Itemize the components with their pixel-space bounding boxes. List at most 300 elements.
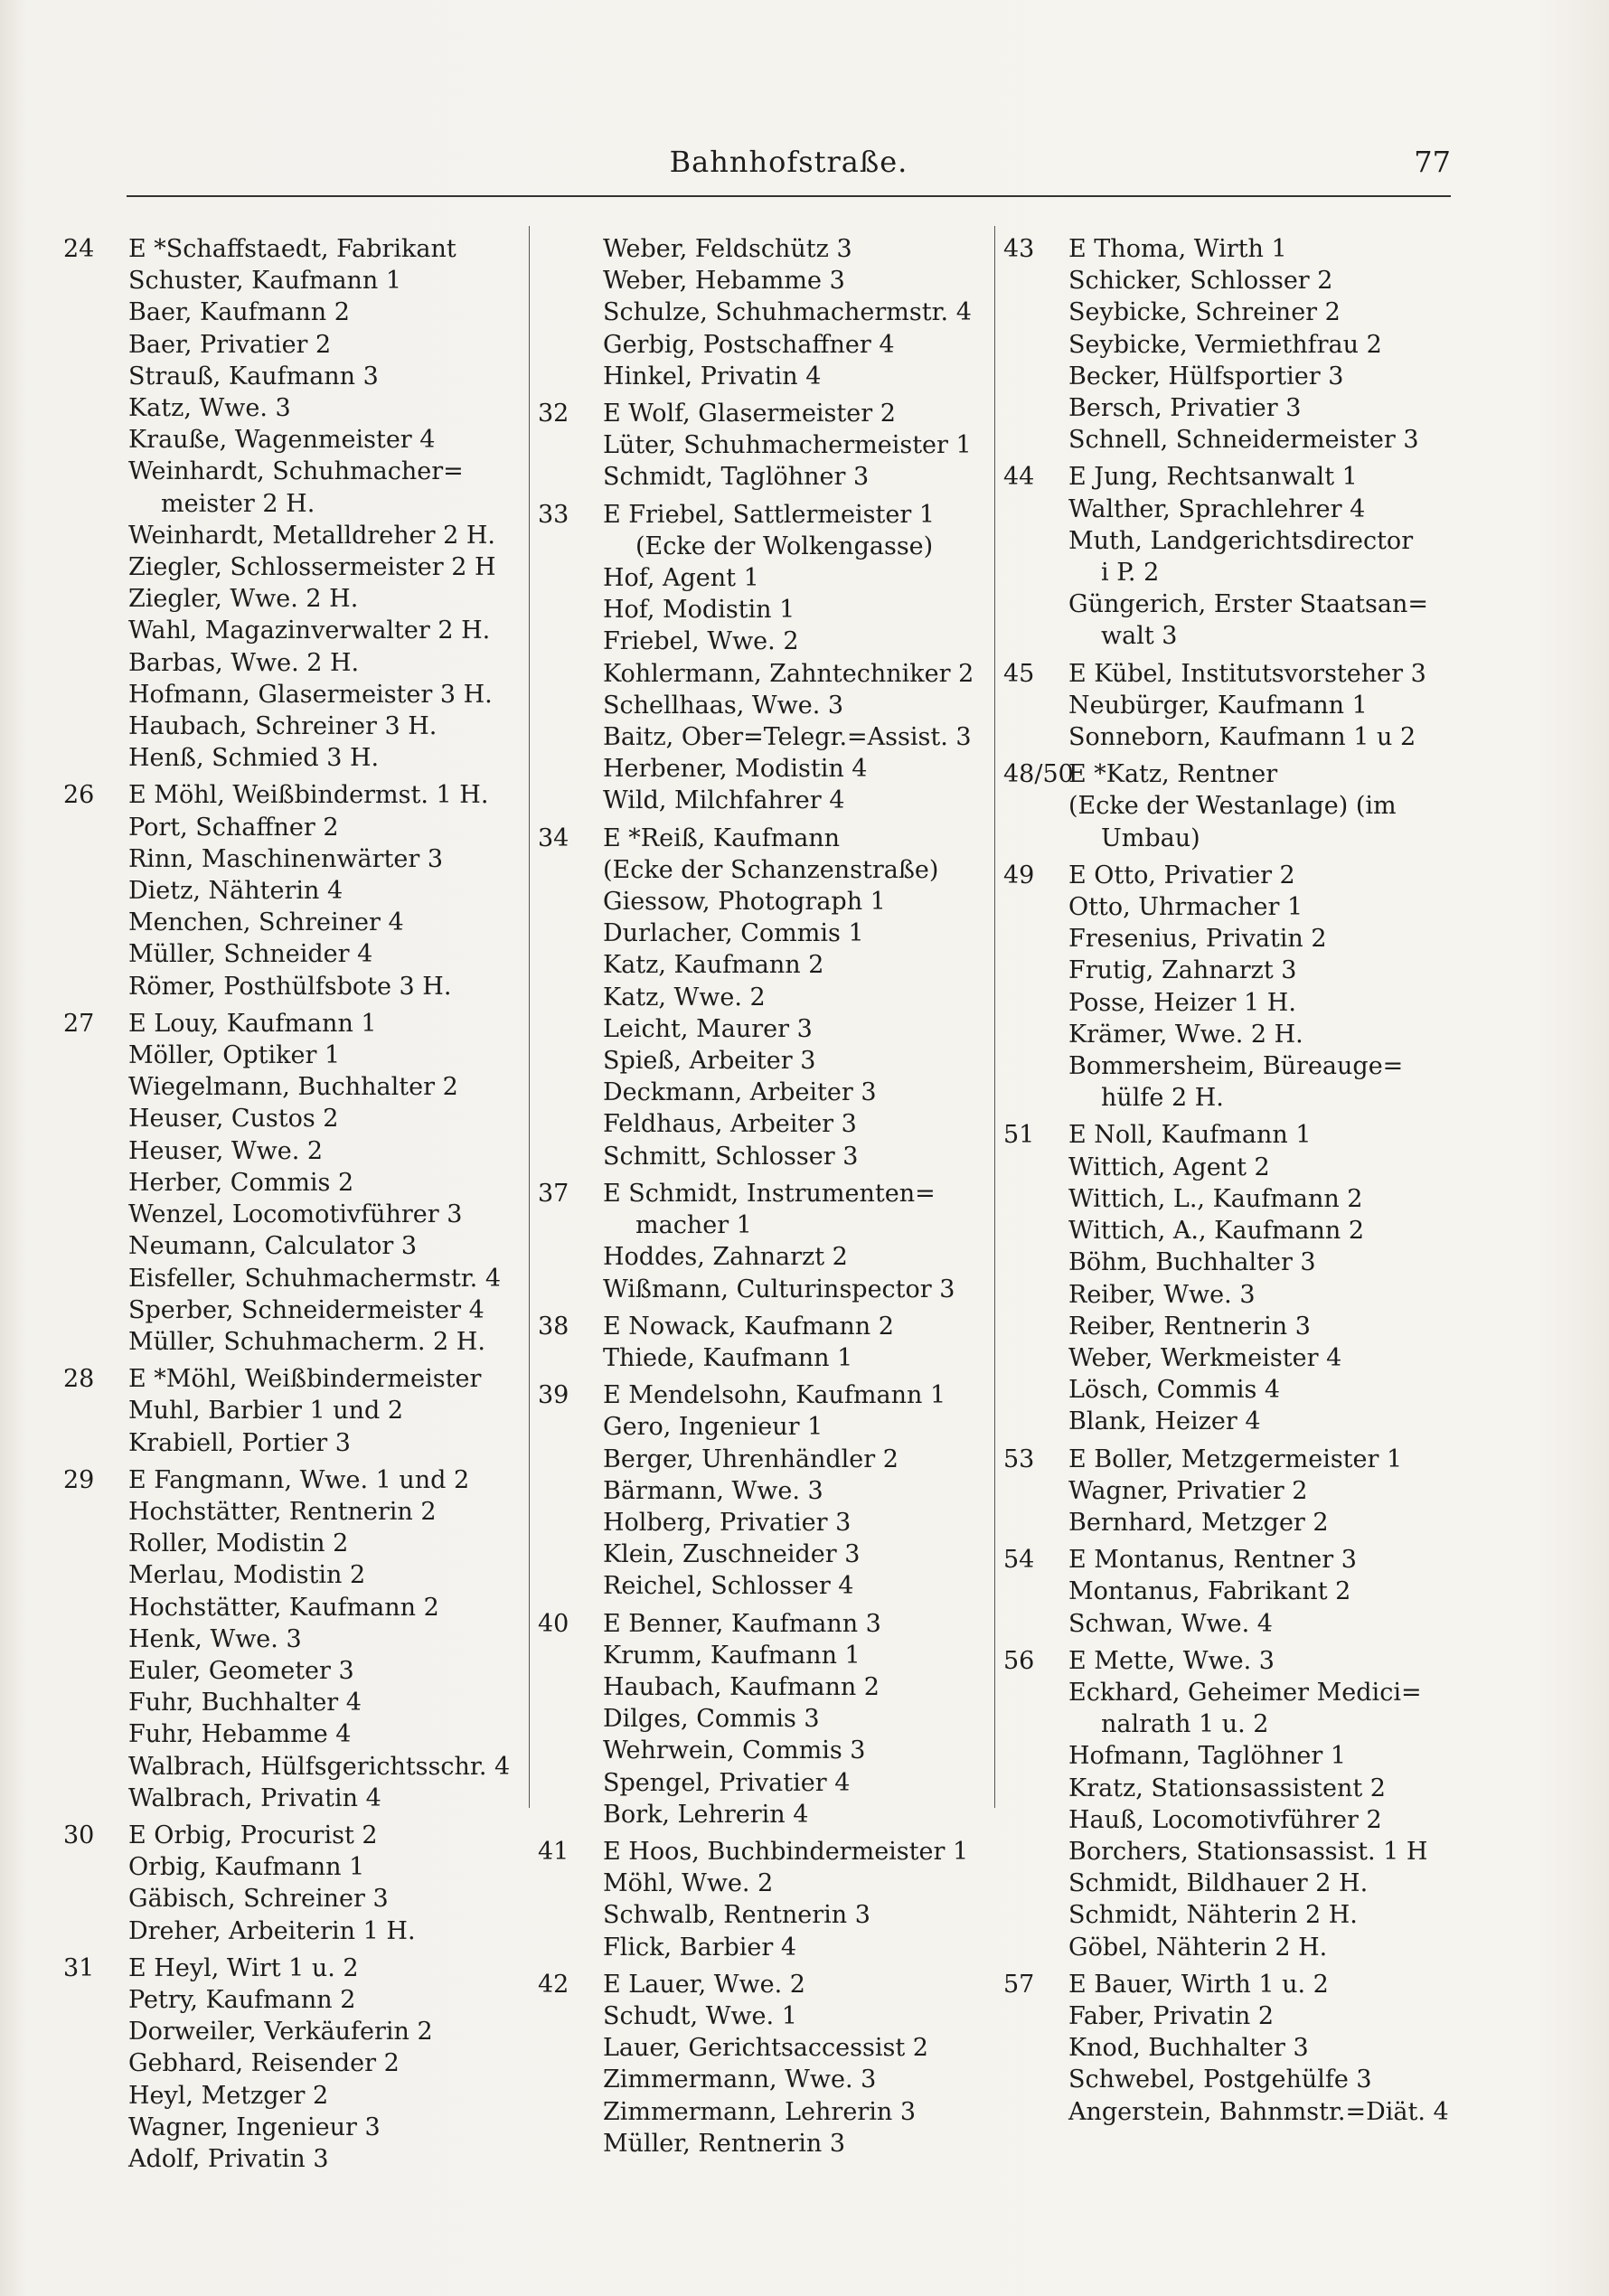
resident-entry <box>538 1274 994 1305</box>
resident-text: Kratz, Stationsassistent 2 <box>1068 1774 1386 1802</box>
resident-entry <box>63 1851 524 1883</box>
resident-entry <box>63 1496 524 1528</box>
resident-text: Fuhr, Hebamme 4 <box>128 1720 352 1749</box>
resident-text: Güngerich, Erster Staatsan= <box>1068 590 1428 619</box>
resident-text: Spieß, Arbeiter 3 <box>603 1047 816 1076</box>
house-number: 33 <box>538 500 569 529</box>
resident-text: Berger, Uhrenhändler 2 <box>603 1444 899 1473</box>
house-entry <box>538 398 994 429</box>
resident-entry <box>63 1167 524 1199</box>
resident-entry <box>1003 361 1464 392</box>
resident-entry <box>63 679 524 710</box>
resident-entry <box>1003 1740 1464 1772</box>
resident-text: Krumm, Kaufmann 1 <box>603 1641 861 1670</box>
resident-entry <box>63 1718 524 1750</box>
resident-text: Schwalb, Rentnerin 3 <box>603 1901 870 1930</box>
house-entry <box>1003 233 1464 265</box>
resident-text: Böhm, Buchhalter 3 <box>1068 1248 1316 1277</box>
resident-text: Seybicke, Vermiethfrau 2 <box>1068 330 1382 359</box>
resident-entry <box>538 1899 994 1931</box>
resident-text: E *Katz, Rentner <box>1068 760 1278 789</box>
house-number: 31 <box>63 1953 95 1982</box>
house-number: 41 <box>538 1837 569 1866</box>
resident-entry <box>1003 1677 1464 1708</box>
resident-entry <box>538 429 994 461</box>
resident-text: E Benner, Kaufmann 3 <box>603 1609 881 1638</box>
resident-entry <box>538 854 994 886</box>
resident-entry <box>63 424 524 456</box>
resident-text: Adolf, Privatin 3 <box>128 2144 329 2173</box>
resident-entry <box>538 1045 994 1077</box>
resident-text: Zimmermann, Lehrerin 3 <box>603 2097 917 2126</box>
resident-text: Baer, Kaufmann 2 <box>128 298 350 327</box>
resident-text: Seybicke, Schreiner 2 <box>1068 298 1341 327</box>
resident-entry <box>538 626 994 657</box>
resident-entry <box>1003 955 1464 986</box>
resident-entry <box>538 1868 994 1899</box>
resident-entry <box>63 1230 524 1262</box>
house-number: 53 <box>1003 1444 1035 1473</box>
resident-text: E Hoos, Buchbindermeister 1 <box>603 1837 969 1866</box>
resident-entry <box>63 1528 524 1559</box>
resident-text: Strauß, Kaufmann 3 <box>128 362 379 391</box>
house-number: 51 <box>1003 1121 1035 1150</box>
resident-text: Weber, Hebamme 3 <box>603 267 845 296</box>
resident-entry <box>538 461 994 493</box>
resident-text: Baitz, Ober=Telegr.=Assist. 3 <box>603 723 972 752</box>
resident-text: E Wolf, Glasermeister 2 <box>603 400 896 428</box>
resident-entry <box>538 721 994 753</box>
resident-text: Posse, Heizer 1 H. <box>1068 988 1296 1017</box>
resident-text: Dorweiler, Verkäuferin 2 <box>128 2018 433 2047</box>
resident-entry <box>538 233 994 265</box>
resident-text: Becker, Hülfsportier 3 <box>1068 362 1344 391</box>
resident-entry <box>1003 494 1464 525</box>
resident-text: Haubach, Kaufmann 2 <box>603 1672 880 1701</box>
resident-text: Deckmann, Arbeiter 3 <box>603 1078 877 1107</box>
resident-text: Otto, Uhrmacher 1 <box>1068 893 1303 922</box>
resident-entry <box>538 917 994 949</box>
resident-text: Krabiell, Portier 3 <box>128 1428 351 1457</box>
resident-entry <box>63 2112 524 2143</box>
house-entry <box>1003 1645 1464 1677</box>
resident-text: Umbau) <box>1101 823 1200 852</box>
resident-text: Hinkel, Privatin 4 <box>603 362 822 391</box>
resident-text: E Noll, Kaufmann 1 <box>1068 1121 1312 1150</box>
resident-text: Wittich, Agent 2 <box>1068 1153 1270 1181</box>
resident-text: Klein, Zuschneider 3 <box>603 1540 861 1569</box>
resident-text: Orbig, Kaufmann 1 <box>128 1853 365 1882</box>
resident-text: Flick, Barbier 4 <box>603 1933 797 1962</box>
resident-text: Fresenius, Privatin 2 <box>1068 925 1327 954</box>
resident-entry <box>1003 1215 1464 1247</box>
resident-text: Römer, Posthülfsbote 3 H. <box>128 972 452 1001</box>
resident-entry <box>1003 1608 1464 1640</box>
resident-entry <box>538 2128 994 2160</box>
resident-entry <box>63 1294 524 1326</box>
resident-text: Spengel, Privatier 4 <box>603 1768 851 1797</box>
resident-text: Wittich, A., Kaufmann 2 <box>1068 1217 1365 1246</box>
resident-text: Henk, Wwe. 3 <box>128 1624 302 1653</box>
resident-text: Frutig, Zahnarzt 3 <box>1068 956 1297 985</box>
resident-entry <box>1003 1836 1464 1868</box>
resident-text: (Ecke der Wolkengasse) <box>635 532 934 560</box>
resident-text: Hochstätter, Kaufmann 2 <box>128 1593 439 1622</box>
resident-entry <box>1003 790 1464 822</box>
resident-text: Henß, Schmied 3 H. <box>128 744 380 773</box>
column-1 <box>63 233 524 2276</box>
resident-entry <box>538 361 994 392</box>
resident-text: E Möhl, Weißbindermst. 1 H. <box>128 781 489 810</box>
house-number: 32 <box>538 400 569 428</box>
house-entry <box>63 1820 524 1851</box>
resident-text: Merlau, Modistin 2 <box>128 1561 366 1590</box>
resident-text: Schmidt, Nähterin 2 H. <box>1068 1901 1358 1930</box>
resident-entry <box>538 982 994 1013</box>
resident-entry <box>1003 1050 1464 1082</box>
resident-entry <box>1003 392 1464 424</box>
resident-text: E Bauer, Wirth 1 u. 2 <box>1068 1970 1329 1999</box>
resident-entry <box>1003 265 1464 296</box>
house-entry <box>1003 658 1464 690</box>
resident-text: E Friebel, Sattlermeister 1 <box>603 500 935 529</box>
resident-text: Heyl, Metzger 2 <box>128 2081 329 2110</box>
resident-entry <box>63 1103 524 1134</box>
resident-entry <box>1003 1019 1464 1050</box>
house-entry <box>1003 1119 1464 1151</box>
resident-text: Herbener, Modistin 4 <box>603 755 868 784</box>
resident-text: Bommersheim, Büreauge= <box>1068 1052 1404 1081</box>
resident-text: E Mette, Wwe. 3 <box>1068 1646 1275 1675</box>
resident-entry <box>1003 1507 1464 1539</box>
resident-text: Weber, Feldschütz 3 <box>603 235 852 263</box>
resident-entry <box>63 938 524 970</box>
resident-entry <box>538 265 994 296</box>
resident-entry <box>1003 1311 1464 1342</box>
house-entry <box>538 1836 994 1868</box>
resident-text: Dilges, Commis 3 <box>603 1705 820 1734</box>
resident-entry <box>63 1915 524 1947</box>
resident-text: Holberg, Privatier 3 <box>603 1508 852 1537</box>
resident-text: Blank, Heizer 4 <box>1068 1407 1261 1436</box>
house-number: 26 <box>63 781 95 810</box>
resident-text: Gebhard, Reisender 2 <box>128 2049 400 2078</box>
resident-entry <box>538 329 994 361</box>
resident-entry <box>1003 1183 1464 1215</box>
resident-entry <box>1003 1773 1464 1804</box>
resident-text: Port, Schaffner 2 <box>128 813 339 842</box>
resident-text: Ziegler, Schlossermeister 2 H <box>128 553 496 582</box>
resident-entry <box>63 1395 524 1426</box>
column-2 <box>538 233 994 2276</box>
resident-entry <box>1003 1868 1464 1899</box>
resident-text: Angerstein, Bahnmstr.=Diät. 4 <box>1068 2097 1449 2126</box>
header-rule <box>127 195 1451 197</box>
house-entry <box>63 1953 524 1984</box>
resident-entry <box>63 1623 524 1655</box>
house-entry <box>1003 1969 1464 2000</box>
resident-entry <box>63 392 524 424</box>
resident-text: Gero, Ingenieur 1 <box>603 1413 823 1442</box>
resident-text: Hauß, Locomotivführer 2 <box>1068 1805 1382 1834</box>
resident-entry <box>63 1263 524 1294</box>
house-number: 38 <box>538 1312 569 1341</box>
resident-text: Zimmermann, Wwe. 3 <box>603 2065 877 2094</box>
resident-entry <box>63 971 524 1002</box>
resident-entry <box>63 551 524 583</box>
house-entry <box>63 1464 524 1496</box>
resident-text: Reiber, Wwe. 3 <box>1068 1280 1256 1309</box>
resident-text: Dietz, Nähterin 4 <box>128 877 343 906</box>
resident-entry <box>1003 2096 1464 2128</box>
house-number: 27 <box>63 1009 95 1038</box>
resident-text: Roller, Modistin 2 <box>128 1529 349 1558</box>
resident-text: Weinhardt, Metalldreher 2 H. <box>128 521 496 550</box>
resident-text: (Ecke der Schanzenstraße) <box>603 855 939 884</box>
resident-entry <box>63 615 524 646</box>
resident-text: Bernhard, Metzger 2 <box>1068 1508 1329 1537</box>
resident-text: Baer, Privatier 2 <box>128 330 332 359</box>
resident-entry <box>63 1783 524 1814</box>
resident-text: Herber, Commis 2 <box>128 1168 354 1197</box>
resident-text: Reichel, Schlosser 4 <box>603 1572 854 1601</box>
resident-entry <box>63 1687 524 1718</box>
resident-text: Hof, Modistin 1 <box>603 596 795 625</box>
house-entry <box>63 233 524 265</box>
resident-entry <box>538 1077 994 1108</box>
resident-text: Wagner, Ingenieur 3 <box>128 2113 381 2141</box>
resident-entry <box>538 1932 994 1963</box>
resident-text: E Otto, Privatier 2 <box>1068 861 1295 889</box>
resident-text: Petry, Kaufmann 2 <box>128 1985 356 2014</box>
resident-text: E Montanus, Rentner 3 <box>1068 1546 1357 1575</box>
resident-text: E Thoma, Wirth 1 <box>1068 235 1287 263</box>
house-number: 37 <box>538 1179 569 1208</box>
house-number: 44 <box>1003 463 1035 492</box>
resident-text: Neumann, Calculator 3 <box>128 1232 418 1261</box>
resident-text: Rinn, Maschinenwärter 3 <box>128 844 444 873</box>
house-number: 57 <box>1003 1970 1035 1999</box>
house-entry <box>538 1311 994 1342</box>
resident-text: Schudt, Wwe. 1 <box>603 2001 797 2030</box>
resident-text: Fuhr, Buchhalter 4 <box>128 1689 362 1717</box>
resident-entry <box>63 2080 524 2112</box>
resident-entry <box>538 2032 994 2064</box>
resident-text: Muth, Landgerichtsdirector <box>1068 526 1414 555</box>
resident-text: Schicker, Schlosser 2 <box>1068 267 1333 296</box>
resident-entry <box>538 1671 994 1703</box>
resident-text: Katz, Wwe. 3 <box>128 394 291 423</box>
resident-text: macher 1 <box>635 1211 752 1240</box>
resident-text: Schwebel, Postgehülfe 3 <box>1068 2065 1372 2094</box>
resident-text: Neubürger, Kaufmann 1 <box>1068 691 1368 720</box>
house-entry <box>538 1608 994 1640</box>
resident-text: Weber, Werkmeister 4 <box>1068 1343 1342 1372</box>
resident-text: Lauer, Gerichtsaccessist 2 <box>603 2034 928 2063</box>
house-number: 42 <box>538 1970 569 1999</box>
resident-entry <box>63 1071 524 1103</box>
resident-entry <box>63 488 524 520</box>
resident-text: Wißmann, Culturinspector 3 <box>603 1275 955 1303</box>
resident-text: Hofmann, Taglöhner 1 <box>1068 1742 1347 1771</box>
resident-entry <box>63 843 524 875</box>
page-header <box>127 145 1451 190</box>
resident-entry <box>538 785 994 816</box>
page-number: 77 <box>1414 145 1451 179</box>
resident-text: Heuser, Custos 2 <box>128 1105 339 1134</box>
house-entry <box>63 779 524 811</box>
house-number: 30 <box>63 1821 95 1849</box>
resident-text: Gerbig, Postschaffner 4 <box>603 330 895 359</box>
resident-text: Katz, Kaufmann 2 <box>603 951 824 980</box>
resident-text: Krauße, Wagenmeister 4 <box>128 426 436 455</box>
resident-text: Wiegelmann, Buchhalter 2 <box>128 1073 458 1102</box>
resident-text: Bork, Lehrerin 4 <box>603 1800 809 1829</box>
resident-text: E Heyl, Wirt 1 u. 2 <box>128 1953 359 1982</box>
resident-entry <box>1003 557 1464 588</box>
resident-entry <box>63 875 524 907</box>
resident-entry <box>63 812 524 843</box>
resident-text: Feldhaus, Arbeiter 3 <box>603 1110 857 1139</box>
resident-text: Walbrach, Privatin 4 <box>128 1783 381 1812</box>
resident-entry <box>538 1108 994 1140</box>
resident-entry <box>538 1013 994 1045</box>
resident-text: Bärmann, Wwe. 3 <box>603 1476 823 1505</box>
resident-text: Muhl, Barbier 1 und 2 <box>128 1397 404 1426</box>
resident-text: Krämer, Wwe. 2 H. <box>1068 1020 1303 1049</box>
resident-entry <box>538 1241 994 1273</box>
resident-text: Borchers, Stationsassist. 1 H <box>1068 1837 1428 1866</box>
resident-entry <box>63 647 524 679</box>
house-entry <box>1003 1444 1464 1475</box>
resident-entry <box>1003 1279 1464 1311</box>
column-divider-1 <box>529 226 530 1808</box>
resident-text: Dreher, Arbeiterin 1 H. <box>128 1916 416 1945</box>
resident-entry <box>1003 1708 1464 1740</box>
resident-entry <box>538 1570 994 1602</box>
resident-entry <box>63 361 524 392</box>
resident-text: Barbas, Wwe. 2 H. <box>128 648 360 677</box>
resident-entry <box>538 1507 994 1539</box>
resident-text: Schmidt, Taglöhner 3 <box>603 463 870 492</box>
resident-text: Schnell, Schneidermeister 3 <box>1068 426 1419 455</box>
resident-entry <box>1003 1247 1464 1278</box>
resident-text: Wenzel, Locomotivführer 3 <box>128 1200 463 1229</box>
resident-entry <box>538 1767 994 1799</box>
resident-text: Sonneborn, Kaufmann 1 u 2 <box>1068 723 1416 752</box>
resident-text: E *Schaffstaedt, Fabrikant <box>128 235 456 263</box>
resident-entry <box>538 658 994 690</box>
resident-entry <box>63 1040 524 1071</box>
resident-text: Heuser, Wwe. 2 <box>128 1136 324 1165</box>
resident-entry <box>1003 923 1464 955</box>
resident-entry <box>1003 424 1464 456</box>
resident-text: Schellhaas, Wwe. 3 <box>603 691 844 720</box>
resident-text: Walbrach, Hülfsgerichtsschr. 4 <box>128 1752 511 1781</box>
house-entry <box>538 823 994 854</box>
resident-entry <box>538 2096 994 2128</box>
resident-text: E Louy, Kaufmann 1 <box>128 1009 377 1038</box>
resident-text: (Ecke der Westanlage) (im <box>1068 792 1397 821</box>
resident-text: Schuster, Kaufmann 1 <box>128 267 402 296</box>
resident-entry <box>63 520 524 551</box>
resident-text: Hof, Agent 1 <box>603 564 759 593</box>
resident-entry <box>1003 2064 1464 2095</box>
resident-entry <box>63 1326 524 1358</box>
resident-text: Euler, Geometer 3 <box>128 1656 354 1685</box>
resident-entry <box>63 1984 524 2016</box>
resident-text: E Kübel, Institutsvorsteher 3 <box>1068 659 1426 688</box>
resident-entry <box>1003 690 1464 721</box>
resident-text: Walther, Sprachlehrer 4 <box>1068 494 1366 523</box>
resident-text: Müller, Schneider 4 <box>128 940 373 969</box>
resident-entry <box>1003 891 1464 923</box>
resident-text: meister 2 H. <box>161 489 315 518</box>
resident-entry <box>538 1799 994 1830</box>
resident-entry <box>538 1141 994 1172</box>
resident-entry <box>538 531 994 562</box>
resident-text: Friebel, Wwe. 2 <box>603 627 799 656</box>
house-number: 40 <box>538 1609 569 1638</box>
resident-text: Hoddes, Zahnarzt 2 <box>603 1243 848 1272</box>
resident-entry <box>538 1411 994 1443</box>
house-number: 45 <box>1003 659 1035 688</box>
resident-text: E Lauer, Wwe. 2 <box>603 1970 805 1999</box>
resident-text: Sperber, Schneidermeister 4 <box>128 1295 485 1324</box>
resident-text: Ziegler, Wwe. 2 H. <box>128 585 359 614</box>
resident-text: Schwan, Wwe. 4 <box>1068 1609 1273 1638</box>
column-3 <box>1003 233 1464 2276</box>
house-entry <box>538 1178 994 1209</box>
resident-text: Wahl, Magazinverwalter 2 H. <box>128 616 491 645</box>
house-number: 48/50 <box>1003 760 1074 789</box>
resident-text: Haubach, Schreiner 3 H. <box>128 712 438 741</box>
resident-entry <box>1003 1899 1464 1931</box>
column-divider-2 <box>994 226 995 1808</box>
resident-text: Bersch, Privatier 3 <box>1068 394 1302 423</box>
resident-text: E *Möhl, Weißbindermeister <box>128 1365 482 1394</box>
resident-entry <box>538 1475 994 1507</box>
resident-text: Schulze, Schuhmachermstr. 4 <box>603 298 972 327</box>
resident-entry <box>1003 1152 1464 1183</box>
resident-text: walt 3 <box>1101 622 1178 651</box>
house-entry <box>1003 461 1464 493</box>
running-title: Bahnhofstraße. <box>669 145 908 179</box>
resident-entry <box>538 562 994 594</box>
resident-entry <box>538 1342 994 1374</box>
resident-entry <box>63 1883 524 1915</box>
resident-entry <box>538 1209 994 1241</box>
resident-entry <box>1003 329 1464 361</box>
house-number: 28 <box>63 1365 95 1394</box>
house-entry <box>63 1363 524 1395</box>
resident-entry <box>1003 1475 1464 1507</box>
resident-text: Lüter, Schuhmachermeister 1 <box>603 431 972 460</box>
resident-text: E Nowack, Kaufmann 2 <box>603 1312 894 1341</box>
resident-entry <box>1003 1342 1464 1374</box>
resident-entry <box>538 2000 994 2032</box>
resident-entry <box>63 1427 524 1459</box>
resident-text: Leicht, Maurer 3 <box>603 1014 813 1043</box>
resident-entry <box>538 1539 994 1570</box>
resident-text: Eckhard, Geheimer Medici= <box>1068 1678 1422 1707</box>
house-number: 29 <box>63 1465 95 1494</box>
house-number: 24 <box>63 235 95 263</box>
resident-text: Reiber, Rentnerin 3 <box>1068 1312 1311 1341</box>
resident-text: Menchen, Schreiner 4 <box>128 908 404 937</box>
resident-entry <box>63 296 524 328</box>
resident-entry <box>538 753 994 785</box>
